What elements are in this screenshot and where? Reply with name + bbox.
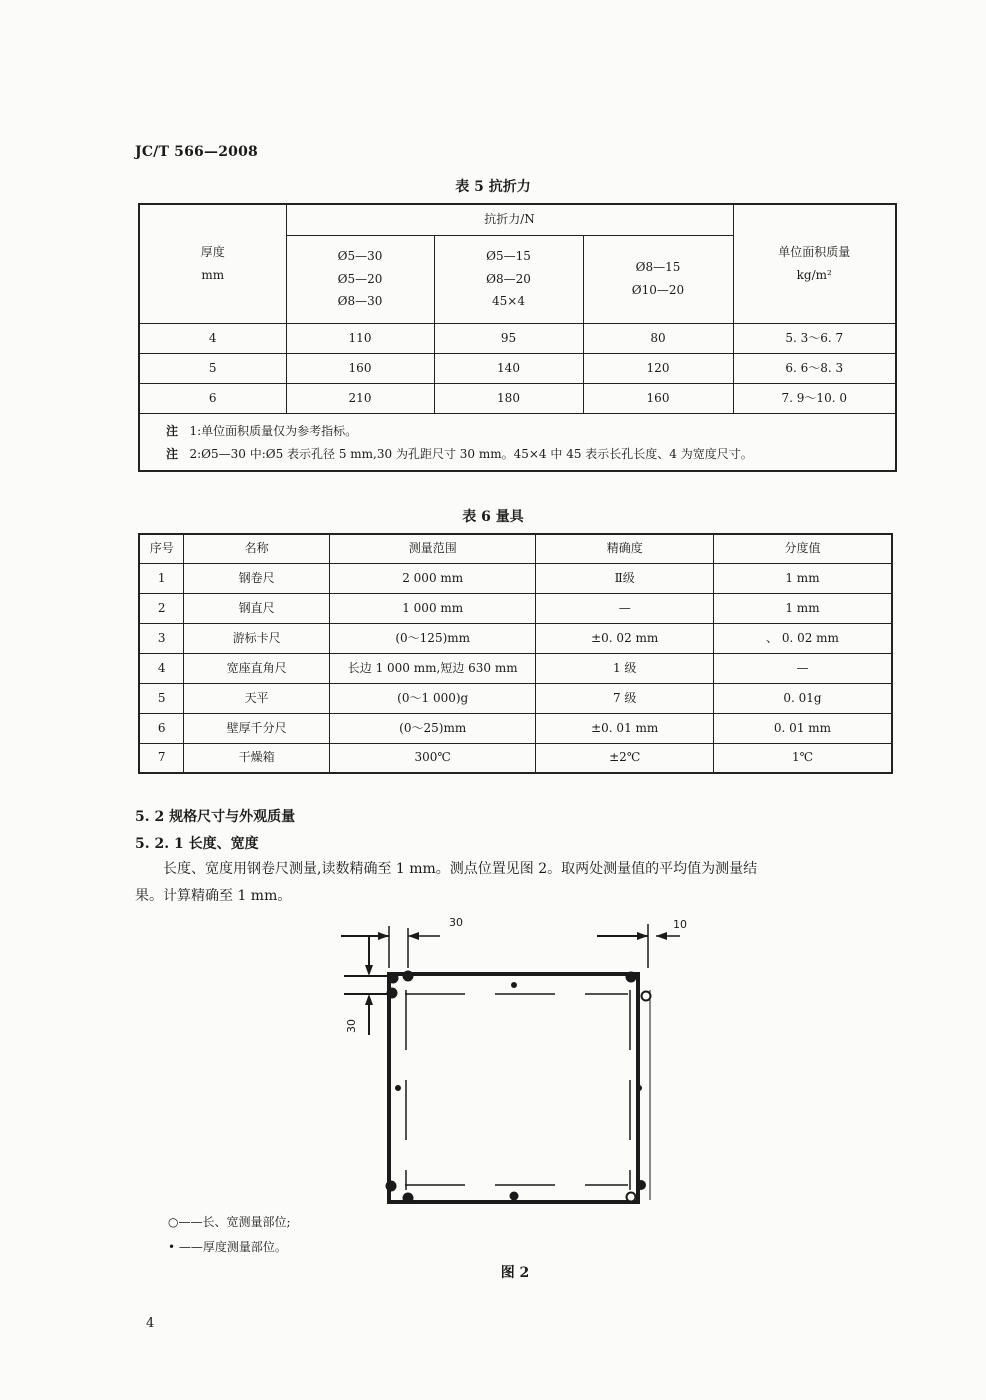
cell: 1 mm <box>713 593 892 623</box>
cell: 80 <box>583 323 733 353</box>
cell: 120 <box>583 353 733 383</box>
cell: 95 <box>434 323 583 353</box>
measure-point-lw <box>642 992 651 1001</box>
cell: 0. 01 mm <box>713 713 892 743</box>
arrow-icon <box>378 932 389 940</box>
measure-point-lw <box>627 1193 636 1202</box>
cell: 干燥箱 <box>184 743 330 773</box>
group-spec: 45×4 <box>492 294 525 309</box>
cell: 7 级 <box>536 683 714 713</box>
cell: 4 <box>139 653 184 683</box>
cell: 300℃ <box>329 743 535 773</box>
cell: 6. 6～8. 3 <box>733 353 896 383</box>
cell: — <box>536 593 714 623</box>
cell: 钢卷尺 <box>184 563 330 593</box>
cell: 壁厚千分尺 <box>184 713 330 743</box>
cell: (0～1 000)g <box>329 683 535 713</box>
table5-header-force: 抗折力/N <box>286 204 733 235</box>
cell: ±2℃ <box>536 743 714 773</box>
cell: 宽座直角尺 <box>184 653 330 683</box>
header-cell: 序号 <box>139 534 184 563</box>
note-label: 注 <box>166 446 179 461</box>
group-spec: Ø8—15 <box>635 260 681 275</box>
paragraph-line-1: 长度、宽度用钢卷尺测量,读数精确至 1 mm。测点位置见图 2。取两处测量值的平均值为测量结 <box>163 861 758 877</box>
panel-outline <box>389 974 638 1202</box>
cell: 3 <box>139 623 184 653</box>
measure-point-thickness <box>510 1192 519 1201</box>
cell: 游标卡尺 <box>184 623 330 653</box>
section-heading-5-2-1: 5. 2. 1 长度、宽度 <box>135 836 259 852</box>
header-unit: kg/m² <box>796 267 832 282</box>
cell: 1℃ <box>713 743 892 773</box>
group-spec: Ø5—20 <box>337 271 383 286</box>
dimension-label-30-side: 30 <box>345 1019 358 1033</box>
header-cell: 分度值 <box>713 534 892 563</box>
measure-point-lw <box>626 972 637 983</box>
cell: ±0. 02 mm <box>536 623 714 653</box>
measure-point-lw <box>386 1181 397 1192</box>
table6-caption: 表 6 量具 <box>462 509 524 525</box>
note-text: 2:Ø5—30 中:Ø5 表示孔径 5 mm,30 为孔距尺寸 30 mm。45×4 中 45 表示长孔长度、4 为宽度尺寸。 <box>189 446 753 461</box>
arrow-icon <box>656 932 667 940</box>
cell: 4 <box>139 323 286 353</box>
document-id: JC/T 566—2008 <box>135 144 258 160</box>
arrow-icon <box>365 994 373 1005</box>
dimension-label-10: 10 <box>673 918 687 931</box>
cell: 6 <box>139 713 184 743</box>
cell: 210 <box>286 383 434 413</box>
dimension-label-30-top: 30 <box>449 916 463 929</box>
cell: — <box>713 653 892 683</box>
measure-point-thickness <box>636 1085 642 1091</box>
cell: 5 <box>139 353 286 383</box>
legend-circle: ○——长、宽测量部位; <box>168 1215 291 1229</box>
cell: 钢直尺 <box>184 593 330 623</box>
cell: 0. 01g <box>713 683 892 713</box>
page-number: 4 <box>146 1316 155 1331</box>
note-label: 注 <box>166 423 179 438</box>
cell: 、 0. 02 mm <box>713 623 892 653</box>
cell: 1 mm <box>713 563 892 593</box>
cell: 5 <box>139 683 184 713</box>
paragraph-line-2: 果。计算精确至 1 mm。 <box>135 888 292 904</box>
header-cell: 测量范围 <box>329 534 535 563</box>
group-spec: Ø8—30 <box>337 294 383 309</box>
group-spec: Ø5—30 <box>337 248 383 263</box>
cell: 1 000 mm <box>329 593 535 623</box>
cell: 6 <box>139 383 286 413</box>
cell: 天平 <box>184 683 330 713</box>
measure-point-lw <box>403 1193 414 1204</box>
measure-point-thickness <box>395 1085 401 1091</box>
header-text: 单位面积质量 <box>778 244 851 259</box>
cell: 180 <box>434 383 583 413</box>
cell: 7. 9～10. 0 <box>733 383 896 413</box>
measure-point-lw <box>636 1180 646 1190</box>
measure-point-lw <box>388 973 399 984</box>
cell: 1 <box>139 563 184 593</box>
legend-dot: • ——厚度测量部位。 <box>168 1240 287 1254</box>
cell: 160 <box>583 383 733 413</box>
note-text: 1:单位面积质量仅为参考指标。 <box>189 423 358 438</box>
measure-point-thickness <box>511 982 517 988</box>
header-unit: mm <box>201 267 225 282</box>
arrow-icon <box>408 932 419 940</box>
section-heading-5-2: 5. 2 规格尺寸与外观质量 <box>135 809 296 825</box>
cell: 110 <box>286 323 434 353</box>
cell: 长边 1 000 mm,短边 630 mm <box>329 653 535 683</box>
cell: 140 <box>434 353 583 383</box>
header-text: 厚度 <box>200 244 225 259</box>
group-spec: Ø8—20 <box>486 271 531 286</box>
header-cell: 精确度 <box>536 534 714 563</box>
header-cell: 名称 <box>184 534 330 563</box>
cell: ±0. 01 mm <box>536 713 714 743</box>
cell: 1 级 <box>536 653 714 683</box>
arrow-icon <box>637 932 648 940</box>
cell: 2 <box>139 593 184 623</box>
cell: (0～125)mm <box>329 623 535 653</box>
measure-point-lw <box>403 971 414 982</box>
table5-caption: 表 5 抗折力 <box>455 179 531 195</box>
figure-caption: 图 2 <box>500 1265 530 1281</box>
cell: (0～25)mm <box>329 713 535 743</box>
cell: 5. 3～6. 7 <box>733 323 896 353</box>
arrow-icon <box>365 965 373 976</box>
cell: 160 <box>286 353 434 383</box>
cell: 7 <box>139 743 184 773</box>
group-spec: Ø10—20 <box>631 283 685 297</box>
cell: 2 000 mm <box>329 563 535 593</box>
group-spec: Ø5—15 <box>486 248 531 263</box>
cell: Ⅱ级 <box>536 563 714 593</box>
measure-point-lw <box>387 988 398 999</box>
